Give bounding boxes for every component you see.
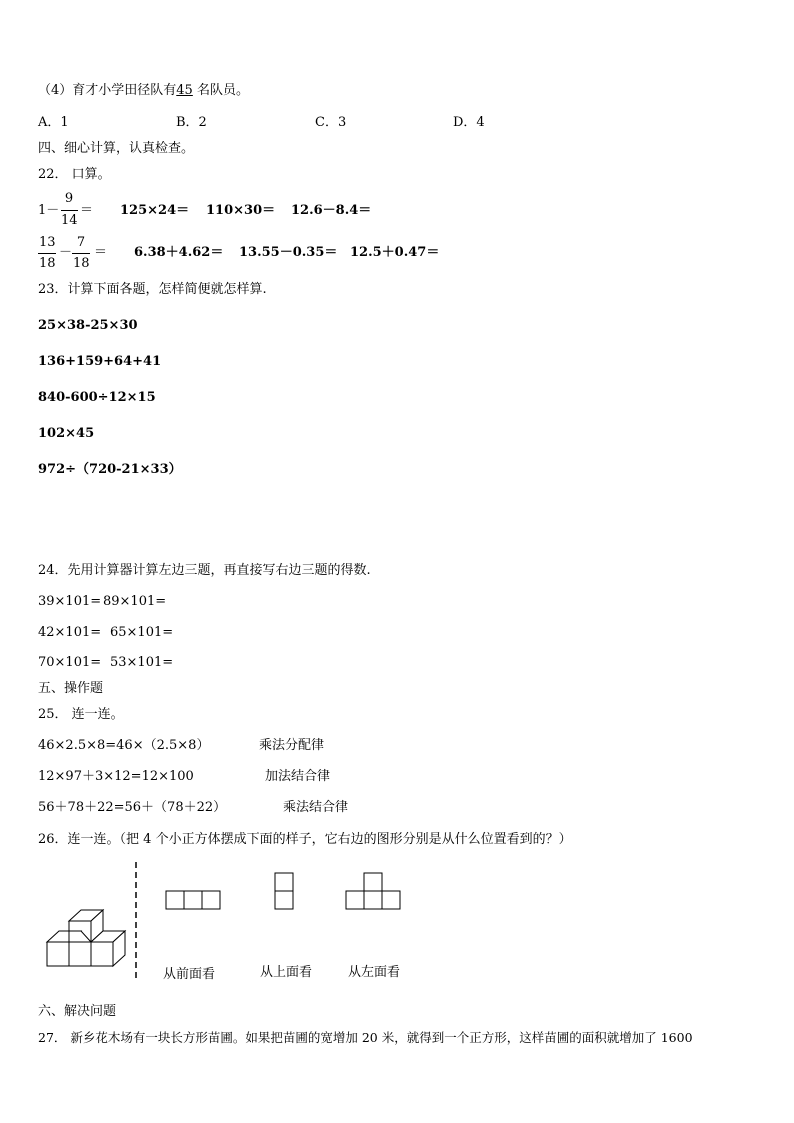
- q22-row1-item-2: 110×30＝: [206, 203, 276, 218]
- section5-title: 五、操作题: [38, 681, 104, 696]
- q22-row2-item-1: 6.38＋4.62＝: [134, 245, 224, 260]
- q24-row2-left: 42×101=: [38, 625, 102, 640]
- q4-suffix: 名队员。: [196, 83, 249, 98]
- view-figure-1: [165, 890, 225, 912]
- q4-option-b: B．2: [176, 115, 207, 130]
- q26-label-top: 从上面看: [260, 965, 313, 980]
- q22-row2-frac1-numerator: 13: [39, 235, 56, 250]
- q26-label-front: 从前面看: [163, 967, 216, 982]
- q23-title: 23．计算下面各题，怎样简便就怎样算.: [38, 282, 267, 297]
- fraction-bar: [38, 253, 56, 254]
- q24-row1-left: 39×101=: [38, 594, 102, 609]
- q22-row2-frac1-denominator: 18: [39, 256, 56, 271]
- q22-row1-lead: 1－: [38, 203, 60, 218]
- q22-row2-frac2-numerator: 7: [76, 235, 86, 250]
- q22-title: 22． 口算。: [38, 167, 111, 182]
- q24-row3-right: 53×101=: [110, 655, 174, 670]
- cube-arrangement-figure: [42, 905, 162, 995]
- section6-title: 六、解决问题: [38, 1004, 117, 1019]
- q22-row1-eq: ＝: [80, 203, 94, 218]
- q4-question: [38, 83, 249, 99]
- q22-row1-frac-numerator: 9: [64, 191, 74, 206]
- q4-prefix: （4）育才小学田径队有: [38, 83, 177, 98]
- q4-number: 45: [176, 83, 193, 98]
- q4-option-c: C．3: [315, 115, 347, 130]
- q25-left-3: 56＋78＋22=56＋（78＋22）: [38, 800, 227, 815]
- q25-right-2: 加法结合律: [265, 769, 331, 784]
- q23-item-1: 25×38-25×30: [38, 318, 138, 333]
- q24-row3-left: 70×101=: [38, 655, 102, 670]
- q22-row1-item-3: 12.6－8.4＝: [291, 203, 372, 218]
- q22-row1-frac-denominator: 14: [61, 213, 78, 228]
- q4-option-a: A．1: [38, 115, 69, 130]
- q26-title: 26．连一连。（把 4 个小正方体摆成下面的样子，它右边的图形分别是从什么位置看到的？）: [38, 832, 572, 847]
- q27-text: 27． 新乡花木场有一块长方形苗圃。如果把苗圃的宽增加 20 米，就得到一个正方形，这样苗圃的面积就增加了 1600: [38, 1030, 693, 1045]
- q22-row2-minus: －: [59, 245, 73, 260]
- dashed-divider: [134, 862, 138, 982]
- q22-row2-item-2: 13.55－0.35＝: [239, 245, 338, 260]
- view-figure-3: [345, 872, 405, 912]
- q22-row1-item-1: 125×24＝: [120, 203, 190, 218]
- q25-left-2: 12×97＋3×12=12×100: [38, 769, 194, 784]
- q22-row2-item-3: 12.5＋0.47＝: [350, 245, 440, 260]
- q24-title: 24．先用计算器计算左边三题，再直接写右边三题的得数.: [38, 563, 371, 578]
- q25-left-1: 46×2.5×8=46×（2.5×8）: [38, 738, 210, 753]
- q25-right-1: 乘法分配律: [259, 738, 325, 753]
- q23-item-5: 972÷（720-21×33）: [38, 462, 182, 477]
- q4-option-d: D．4: [453, 115, 485, 130]
- fraction-bar: [72, 253, 90, 254]
- q24-row1-right: 89×101=: [103, 594, 167, 609]
- section4-title: 四、细心计算，认真检查。: [38, 141, 195, 156]
- q25-right-3: 乘法结合律: [283, 800, 349, 815]
- q22-row2-frac2-denominator: 18: [73, 256, 90, 271]
- q25-title: 25． 连一连。: [38, 707, 124, 722]
- q24-row2-right: 65×101=: [110, 625, 174, 640]
- fraction-bar: [61, 210, 78, 211]
- q23-item-2: 136+159+64+41: [38, 354, 162, 369]
- q22-row2-eq: ＝: [94, 245, 108, 260]
- q23-item-4: 102×45: [38, 426, 95, 441]
- view-figure-2: [274, 872, 296, 912]
- q23-item-3: 840-600÷12×15: [38, 390, 156, 405]
- q26-label-left: 从左面看: [348, 965, 401, 980]
